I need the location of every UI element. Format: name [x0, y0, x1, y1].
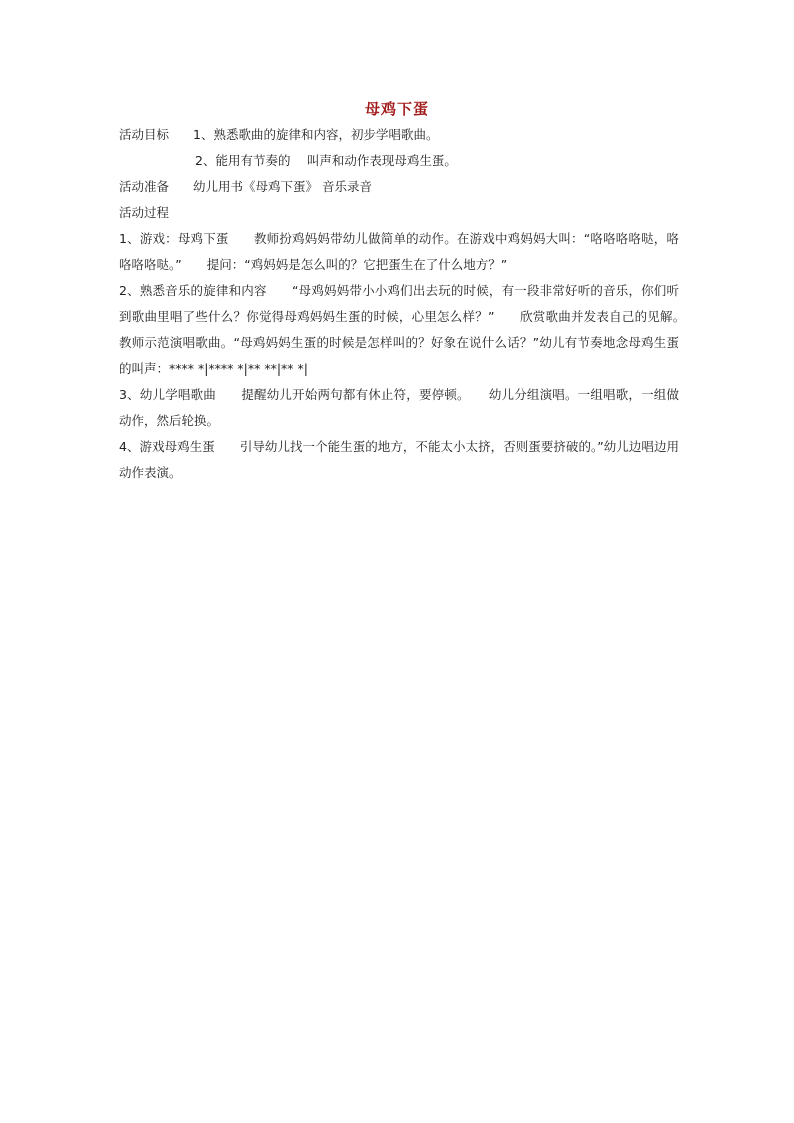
process-step-3: 3、幼儿学唱歌曲 提醒幼儿开始两句都有休止符，要停顿。 幼儿分组演唱。一组唱歌，一组做动作，然后轮换。: [119, 387, 679, 428]
prep-text: 幼儿用书《母鸡下蛋》 音乐录音: [193, 179, 372, 194]
process-step-2: 2、熟悉音乐的旋律和内容 “母鸡妈妈带小小鸡们出去玩的时候，有一段非常好听的音乐，你们听到歌曲里唱了些什么？你觉得母鸡妈妈生蛋的时候，心里怎么样？” 欣赏歌曲并发表自己的见解。 教师示范演唱歌曲。“母鸡妈妈生蛋的时候是怎样叫的？好象在说什么话？”幼儿有节奏地念母鸡生蛋的叫声：**** *|**** *|** **|** *|: [119, 283, 705, 376]
process-step-1: 1、游戏：母鸡下蛋 教师扮鸡妈妈带幼儿做简单的动作。在游戏中鸡妈妈大叫：“咯咯咯咯哒，咯咯咯咯哒。” 提问：“鸡妈妈是怎么叫的？它把蛋生在了什么地方？”: [119, 231, 679, 272]
goal-line-1: [119, 122, 679, 148]
prep-label: 活动准备: [119, 179, 170, 194]
document-title: 母鸡下蛋: [364, 100, 429, 118]
goal-item-1: 1、熟悉歌曲的旋律和内容，初步学唱歌曲。: [193, 127, 439, 142]
goal-item-2: 2、能用有节奏的 叫声和动作表现母鸡生蛋。: [195, 153, 457, 168]
goal-line-2: [119, 148, 679, 174]
document-body: [119, 122, 705, 486]
process-step-4: 4、游戏母鸡生蛋 引导幼儿找一个能生蛋的地方，不能太小太挤，否则蛋要挤破的。”幼儿边唱边用动作表演。: [119, 439, 679, 480]
goal-label: 活动目标: [119, 127, 170, 142]
process-label: 活动过程: [119, 205, 170, 220]
prep-line: [119, 174, 679, 200]
